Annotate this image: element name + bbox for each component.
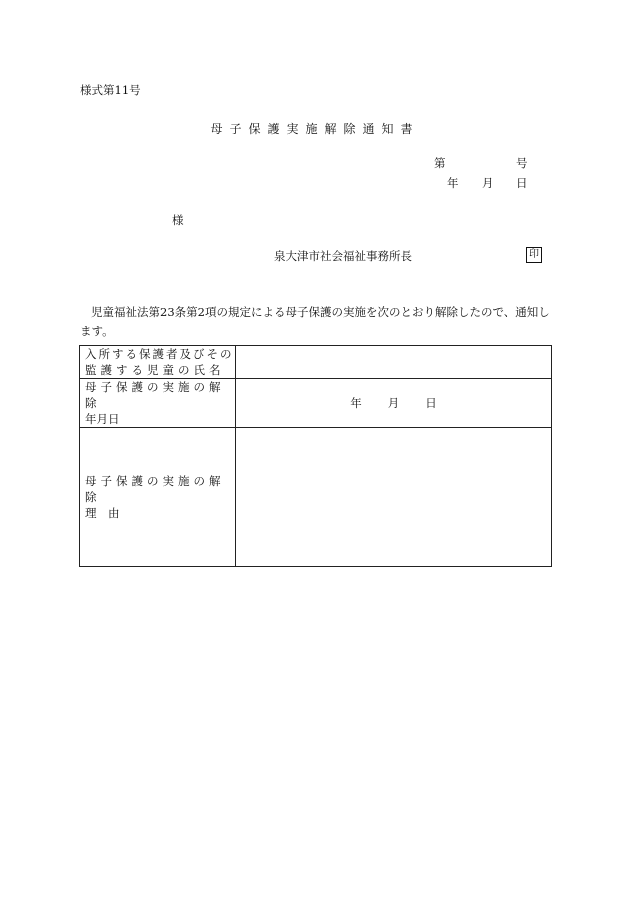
termination-month-label: 月 bbox=[387, 396, 400, 410]
addressee-suffix: 様 bbox=[172, 213, 184, 227]
table-row bbox=[80, 346, 552, 379]
termination-day-label: 日 bbox=[425, 396, 437, 410]
seal-stamp: 印 bbox=[526, 247, 542, 263]
table-row bbox=[80, 428, 552, 567]
notice-info-table bbox=[79, 345, 552, 567]
termination-date-value bbox=[236, 379, 552, 428]
document-number-suffix: 号 bbox=[516, 156, 528, 170]
guardian-children-name-label: 入所する保護者及びその 監護する児童の氏名 bbox=[80, 346, 236, 379]
termination-year-label: 年 bbox=[350, 396, 362, 410]
termination-reason-label: 母子保護の実施の解除 理 由 bbox=[80, 428, 236, 567]
form-number: 様式第11号 bbox=[80, 83, 141, 97]
table-row bbox=[80, 379, 552, 428]
termination-reason-value bbox=[236, 428, 552, 567]
guardian-children-name-value bbox=[236, 346, 552, 379]
document-number-prefix: 第 bbox=[434, 156, 446, 170]
document-title: 母子保護実施解除通知書 bbox=[210, 122, 420, 136]
issue-date-year-label: 年 bbox=[447, 176, 459, 190]
issue-date-day-label: 日 bbox=[516, 176, 528, 190]
issue-date-month-label: 月 bbox=[482, 176, 494, 190]
termination-date-label: 母子保護の実施の解除 年月日 bbox=[80, 379, 236, 428]
issuer-name: 泉大津市社会福祉事務所長 bbox=[274, 249, 412, 263]
notice-body-text: 児童福祉法第23条第2項の規定による母子保護の実施を次のとおり解除したので、通知します。 bbox=[80, 305, 550, 338]
